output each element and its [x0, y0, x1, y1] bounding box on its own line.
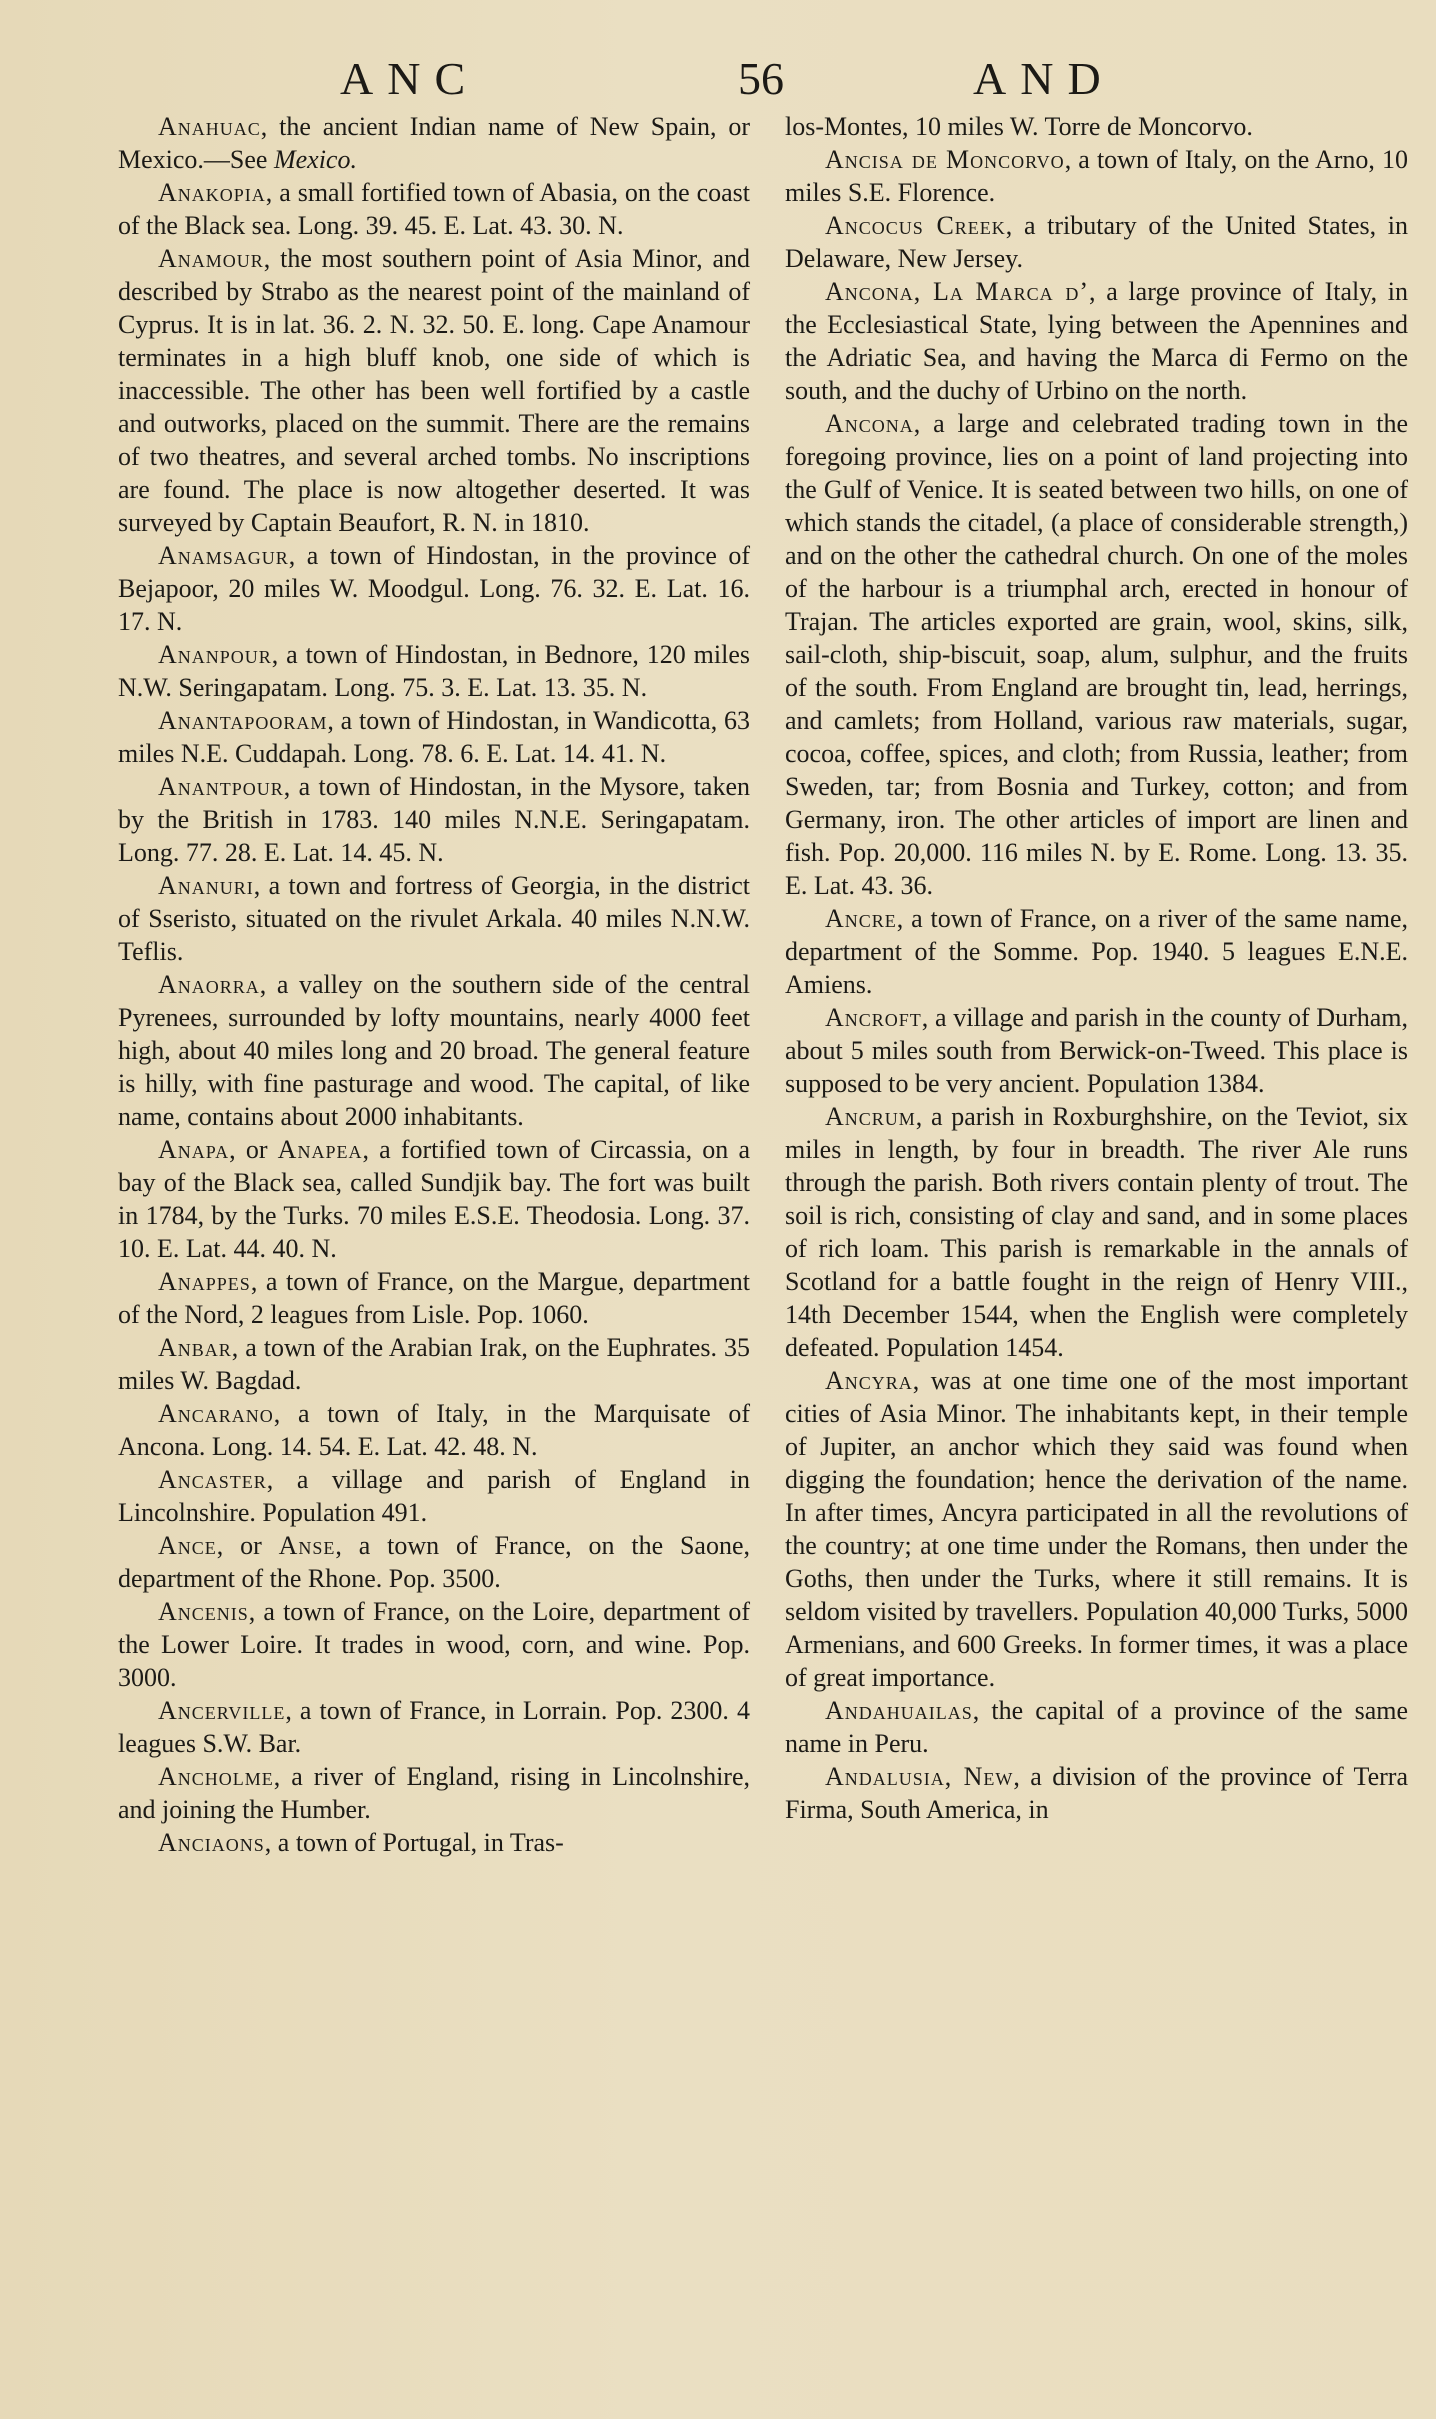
entry-text: , a town of Hindostan, in the province of Bejapoor, 20 miles W. Moodgul. Long. 76. 32. E. Lat. 16. 17. N.	[118, 541, 750, 636]
headword: Anaorra	[158, 970, 260, 999]
page-number: 56	[738, 53, 784, 104]
entry-text: , a tributary of the United States, in Delaware, New Jersey.	[785, 211, 1408, 273]
headword: Ancaster	[158, 1465, 267, 1494]
headword: Anakopia	[158, 178, 266, 207]
headword: Andahuailas	[825, 1696, 973, 1725]
headword: Ananuri	[158, 871, 254, 900]
entry-text: , a town of Hindostan, in Wandicotta, 63 miles N.E. Cuddapah. Long. 78. 6. E. Lat. 14. 41. N.	[118, 706, 750, 768]
headword: Anantapooram	[158, 706, 328, 735]
entry-text: , or	[229, 1135, 278, 1164]
entry-text: , a large province of Italy, in the Ecclesiastical State, lying between the Apennines and the Adriatic Sea, and having the Marca di Fermo on the south, and the duchy of Urbino on the north.	[785, 277, 1408, 405]
headword: Anappes	[158, 1267, 251, 1296]
gazetteer-entry	[785, 275, 1408, 407]
headword: Ancona, La Marca d’	[825, 277, 1090, 306]
entry-text: , a town of Italy, in the Marquisate of Ancona. Long. 14. 54. E. Lat. 42. 48. N.	[118, 1399, 750, 1461]
headword: Anantpour	[158, 772, 284, 801]
headword: Ancarano	[158, 1399, 274, 1428]
left-column	[118, 110, 750, 1859]
gazetteer-entry	[785, 902, 1408, 1001]
headword: Anahuac	[158, 112, 261, 141]
gazetteer-entry	[118, 1760, 750, 1826]
entry-text: , the capital of a province of the same name in Peru.	[785, 1696, 1408, 1758]
gazetteer-entry	[118, 1133, 750, 1265]
gazetteer-entry	[118, 1265, 750, 1331]
entry-text: , a town and fortress of Georgia, in the district of Sseristo, situated on the rivulet Arkala. 40 miles N.N.W. Teflis.	[118, 871, 750, 966]
entry-text: , a fortified town of Circassia, on a bay of the Black sea, called Sundjik bay. The fort was built in 1784, by the Turks. 70 miles E.S.E. Theodosia. Long. 37. 10. E. Lat. 44. 40. N.	[118, 1135, 750, 1263]
entry-text: , or	[216, 1531, 279, 1560]
gazetteer-entry	[118, 176, 750, 242]
right-column	[785, 110, 1408, 1826]
gazetteer-entry	[785, 1364, 1408, 1694]
cross-reference: Mexico.	[273, 145, 357, 174]
gazetteer-entry	[118, 242, 750, 539]
entry-text: , the ancient Indian name of New Spain, or Mexico.—See	[118, 112, 750, 174]
entry-text: , a town of Hindostan, in Bednore, 120 miles N.W. Seringapatam. Long. 75. 3. E. Lat. 13. 35. N.	[118, 640, 750, 702]
headword: Ancholme	[158, 1762, 274, 1791]
entry-text: , a town of the Arabian Irak, on the Euphrates. 35 miles W. Bagdad.	[118, 1333, 750, 1395]
gazetteer-entry	[118, 110, 750, 176]
headword: Ancroft	[825, 1003, 922, 1032]
entry-text: , a valley on the southern side of the central Pyrenees, surrounded by lofty mountains, nearly 4000 feet high, about 40 miles long and 20 broad. The general feature is hilly, with fine pasturage and wood. The capital, of like name, contains about 2000 inhabitants.	[118, 970, 750, 1131]
entry-text: , a division of the province of Terra Firma, South America, in	[785, 1762, 1408, 1824]
header-right-guide-word: AND	[973, 53, 1115, 104]
gazetteer-entry	[785, 1694, 1408, 1760]
entry-text: , a town of France, on a river of the same name, department of the Somme. Pop. 1940. 5 leagues E.N.E. Amiens.	[785, 904, 1408, 999]
headword: Ancocus Creek	[825, 211, 1006, 240]
headword: Anbar	[158, 1333, 232, 1362]
gazetteer-entry	[785, 209, 1408, 275]
gazetteer-entry	[785, 1100, 1408, 1364]
gazetteer-entry	[118, 539, 750, 638]
headword: Ancisa de Moncorvo	[825, 145, 1065, 174]
gazetteer-entry	[118, 1463, 750, 1529]
gazetteer-entry	[118, 1331, 750, 1397]
gazetteer-entry	[118, 1529, 750, 1595]
headword: Ancre	[825, 904, 897, 933]
entry-text: , a town of Portugal, in Tras-	[264, 1828, 564, 1857]
gazetteer-entry	[785, 110, 1408, 143]
entry-text: , a town of France, on the Margue, department of the Nord, 2 leagues from Lisle. Pop. 1060.	[118, 1267, 750, 1329]
gazetteer-entry	[118, 770, 750, 869]
entry-text: , a town of Italy, on the Arno, 10 miles S.E. Florence.	[785, 145, 1408, 207]
running-header	[118, 52, 1418, 112]
gazetteer-entry	[118, 1397, 750, 1463]
headword: Anamsagur	[158, 541, 289, 570]
headword: Anapea	[277, 1135, 363, 1164]
entry-text: , the most southern point of Asia Minor, and described by Strabo as the nearest point of the mainland of Cyprus. It is in lat. 36. 2. N. 32. 50. E. long. Cape Anamour terminates in a high bluff knob, one side of which is inaccessible. The other has been well fortified by a castle and outworks, placed on the summit. There are the remains of two theatres, and several arched tombs. No inscriptions are found. The place is now altogether deserted. It was surveyed by Captain Beaufort, R. N. in 1810.	[118, 244, 750, 537]
gazetteer-entry	[118, 1595, 750, 1694]
headword: Ancona	[825, 409, 914, 438]
gazetteer-entry	[118, 638, 750, 704]
headword: Ancerville	[158, 1696, 286, 1725]
headword: Anamour	[158, 244, 264, 273]
entry-text: , a large and celebrated trading town in the foregoing province, lies on a point of land projecting into the Gulf of Venice. It is seated between two hills, on one of which stands the citadel, (a place of considerable strength,) and on the other the cathedral church. On one of the moles of the harbour is a triumphal arch, erected in honour of Trajan. The articles exported are grain, wool, skins, silk, sail-cloth, ship-biscuit, soap, alum, sulphur, and the fruits of the south. From England are brought tin, lead, herrings, and camlets; from Holland, various raw materials, sugar, cocoa, coffee, spices, and cloth; from Russia, leather; from Sweden, tar; from Bosnia and Turkey, cotton; and from Germany, iron. The other articles of import are linen and fish. Pop. 20,000. 116 miles N. by E. Rome. Long. 13. 35. E. Lat. 43. 36.	[785, 409, 1408, 900]
entry-text: los-Montes, 10 miles W. Torre de Moncorvo.	[785, 112, 1253, 141]
headword: Ance	[158, 1531, 217, 1560]
headword: Ananpour	[158, 640, 272, 669]
gazetteer-entry	[785, 143, 1408, 209]
entry-text: , a town of France, on the Saone, department of the Rhone. Pop. 3500.	[118, 1531, 750, 1593]
entry-text: , a village and parish in the county of Durham, about 5 miles south from Berwick-on-Tweed. This place is supposed to be very ancient. Population 1384.	[785, 1003, 1408, 1098]
entry-text: , a town of France, in Lorrain. Pop. 2300. 4 leagues S.W. Bar.	[118, 1696, 750, 1758]
gazetteer-entry	[118, 1694, 750, 1760]
headword: Anapa	[158, 1135, 230, 1164]
entry-text: , a town of Hindostan, in the Mysore, taken by the British in 1783. 140 miles N.N.E. Seringapatam. Long. 77. 28. E. Lat. 14. 45. N.	[118, 772, 750, 867]
entry-text: , was at one time one of the most important cities of Asia Minor. The inhabitants kept, in their temple of Jupiter, an anchor which they said was found when digging the foundation; hence the derivation of the name. In after times, Ancyra participated in all the revolutions of the country; at one time under the Romans, then under the Goths, then under the Turks, where it still remains. It is seldom visited by travellers. Population 40,000 Turks, 5000 Armenians, and 600 Greeks. In former times, it was a place of great importance.	[785, 1366, 1408, 1692]
gazetteer-entry	[118, 1826, 750, 1859]
entry-text: , a village and parish of England in Lincolnshire. Population 491.	[118, 1465, 750, 1527]
gazetteer-entry	[785, 407, 1408, 902]
headword: Anse	[278, 1531, 336, 1560]
gazetteer-entry	[785, 1001, 1408, 1100]
headword: Ancrum	[825, 1102, 916, 1131]
headword: Ancyra	[825, 1366, 913, 1395]
gazetteer-entry	[118, 704, 750, 770]
header-left-guide-word: ANC	[340, 53, 480, 104]
entry-text: , a town of France, on the Loire, department of the Lower Loire. It trades in wood, corn, and wine. Pop. 3000.	[118, 1597, 750, 1692]
gazetteer-entry	[785, 1760, 1408, 1826]
gazetteer-entry	[118, 968, 750, 1133]
headword: Ancenis	[158, 1597, 249, 1626]
headword: Anciaons	[158, 1828, 265, 1857]
gazetteer-entry	[118, 869, 750, 968]
entry-text: , a river of England, rising in Lincolnshire, and joining the Humber.	[118, 1762, 750, 1824]
entry-text: , a parish in Roxburghshire, on the Teviot, six miles in length, by four in breadth. The river Ale runs through the parish. Both rivers contain plenty of trout. The soil is rich, consisting of clay and sand, and in some places of rich loam. This parish is remarkable in the annals of Scotland for a battle fought in the reign of Henry VIII., 14th December 1544, when the English were completely defeated. Population 1454.	[785, 1102, 1408, 1362]
entry-text: , a small fortified town of Abasia, on the coast of the Black sea. Long. 39. 45. E. Lat. 43. 30. N.	[118, 178, 750, 240]
headword: Andalusia, New	[825, 1762, 1014, 1791]
